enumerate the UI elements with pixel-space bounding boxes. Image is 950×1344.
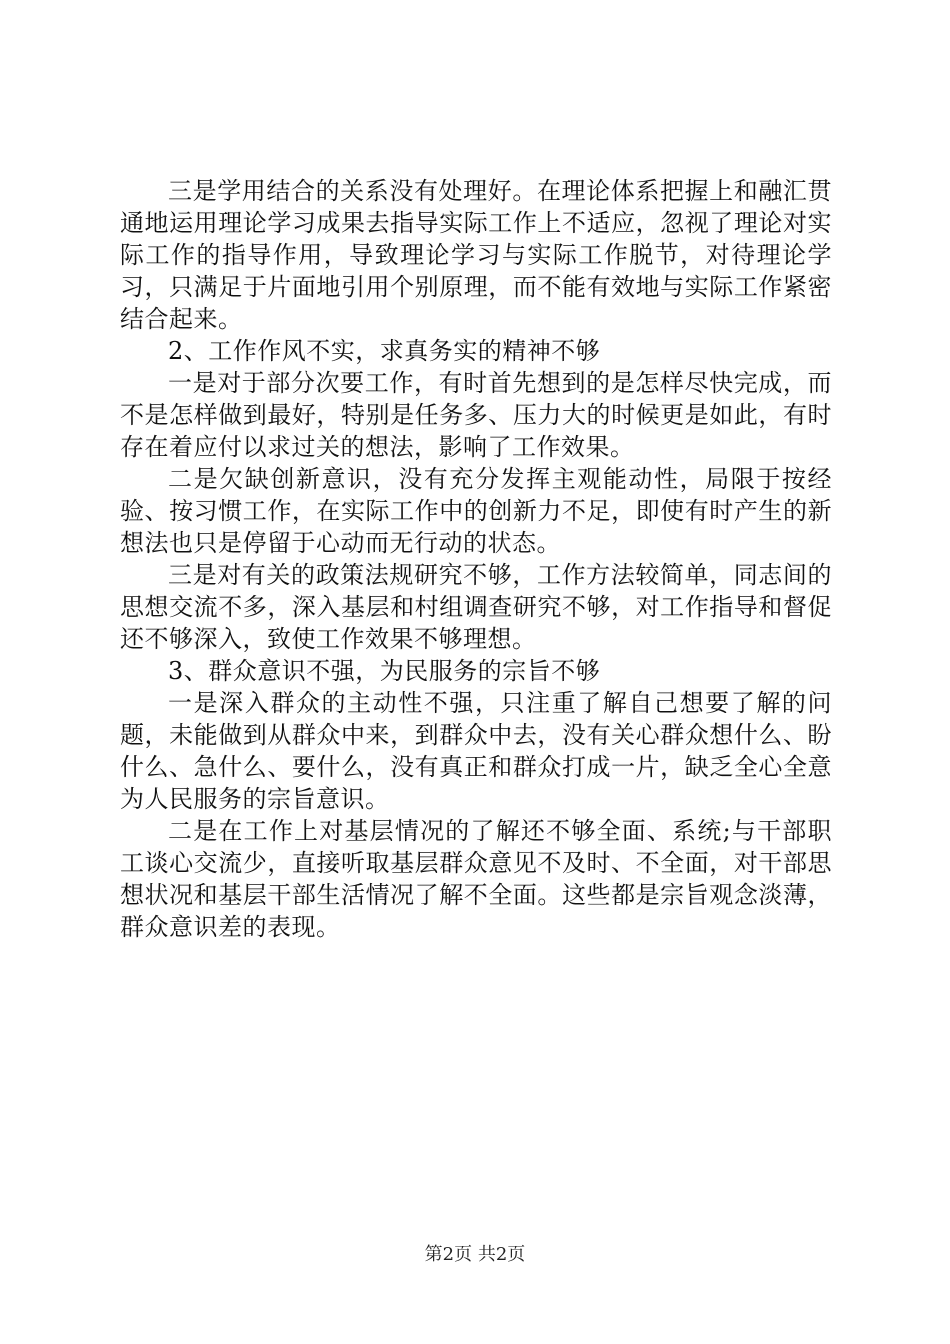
page-footer: 第2页 共2页	[424, 1244, 526, 1265]
paragraph-study-application: 三是学用结合的关系没有处理好。在理论体系把握上和融汇贯通地运用理论学习成果去指导实际工作上不适应，忽视了理论对实际工作的指导作用，导致理论学习与实际工作脱节，对待理论学习，只满足于片面地引用个别原理，而不能有效地与实际工作紧密结合起来。	[120, 177, 832, 333]
paragraph-mass-initiative: 一是深入群众的主动性不强，只注重了解自己想要了解的问题，未能做到从群众中来，到群众中去，没有关心群众想什么、盼什么、急什么、要什么，没有真正和群众打成一片，缺乏全心全意为人民服务的宗旨意识。	[120, 689, 832, 813]
paragraph-grassroots-understanding: 二是在工作上对基层情况的了解还不够全面、系统;与干部职工谈心交流少，直接听取基层群众意见不及时、不全面，对干部思想状况和基层干部生活情况了解不全面。这些都是宗旨观念淡薄，群众意识差的表现。	[120, 817, 832, 941]
section-heading-mass-awareness: 3、群众意识不强，为民服务的宗旨不够	[168, 657, 601, 685]
paragraph-secondary-work: 一是对于部分次要工作，有时首先想到的是怎样尽快完成，而不是怎样做到最好，特别是任务多、压力大的时候更是如此，有时存在着应付以求过关的想法，影响了工作效果。	[120, 369, 832, 461]
paragraph-innovation: 二是欠缺创新意识，没有充分发挥主观能动性，局限于按经验、按习惯工作，在实际工作中的创新力不足，即使有时产生的新想法也只是停留于心动而无行动的状态。	[120, 465, 832, 557]
document-body	[120, 175, 832, 943]
section-heading-work-style: 2、工作作风不实，求真务实的精神不够	[168, 337, 601, 365]
paragraph-policy-research: 三是对有关的政策法规研究不够，工作方法较简单，同志间的思想交流不多，深入基层和村组调查研究不够，对工作指导和督促还不够深入，致使工作效果不够理想。	[120, 561, 832, 653]
